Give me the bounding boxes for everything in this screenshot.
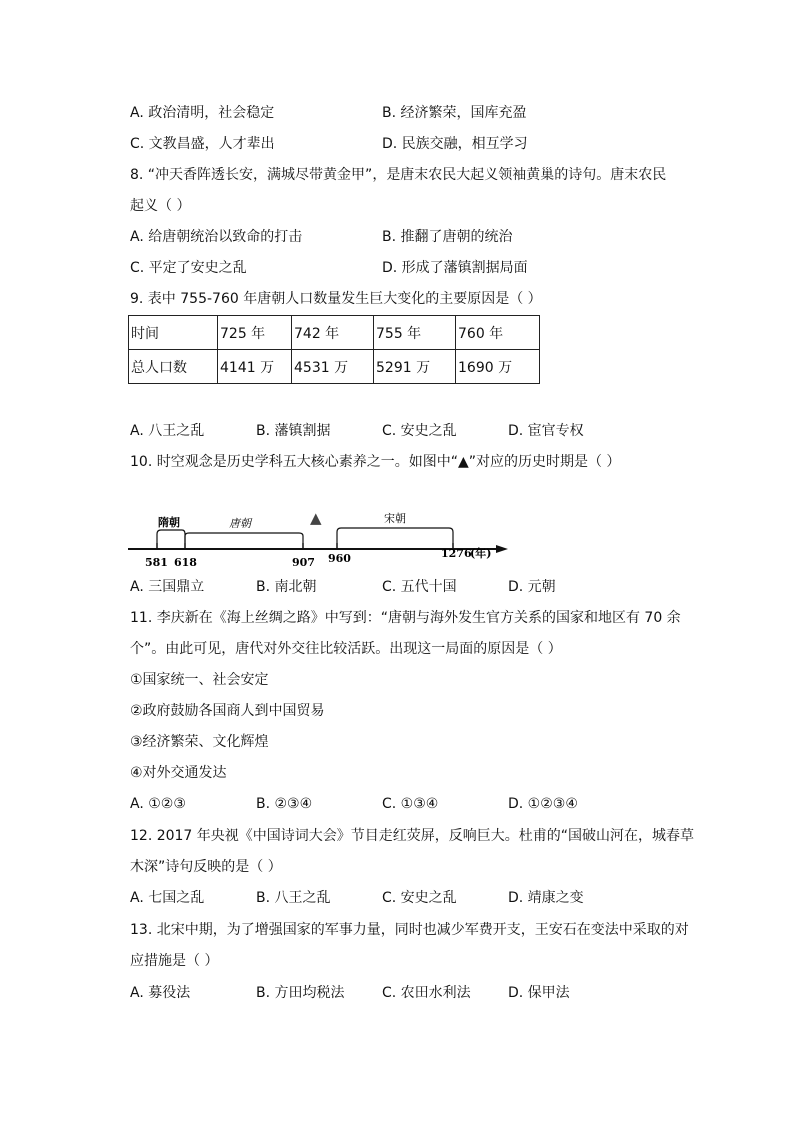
q10-option-b[interactable]: B. 南北朝 <box>256 579 317 595</box>
q12-option-b[interactable]: B. 八王之乱 <box>256 890 331 906</box>
tang-bracket <box>185 533 303 543</box>
year-907: 907 <box>292 556 315 569</box>
q7-option-d[interactable]: D. 民族交融，相互学习 <box>382 136 528 152</box>
table-row <box>129 316 540 350</box>
q9-option-b[interactable]: B. 藩镇割据 <box>256 423 331 439</box>
table-cell: 1690 万 <box>456 350 540 384</box>
q9-option-d[interactable]: D. 宦官专权 <box>508 423 584 439</box>
q9-option-c[interactable]: C. 安史之乱 <box>382 423 457 439</box>
table-cell: 742 年 <box>292 316 374 350</box>
table-cell: 755 年 <box>374 316 456 350</box>
q7-option-a[interactable]: A. 政治清明，社会稳定 <box>130 105 275 121</box>
year-581: 581 <box>145 556 168 569</box>
q10-stem: 10. 时空观念是历史学科五大核心素养之一。如图中“▲”对应的历史时期是（ ） <box>130 454 621 470</box>
q10-option-d[interactable]: D. 元朝 <box>508 579 556 595</box>
table-cell: 时间 <box>129 316 218 350</box>
q12-option-d[interactable]: D. 靖康之变 <box>508 890 584 906</box>
q13-option-b[interactable]: B. 方田均税法 <box>256 985 345 1001</box>
table-cell: 4141 万 <box>218 350 292 384</box>
year-unit: (年) <box>470 547 492 560</box>
q11-item-4: ④对外交通发达 <box>130 765 227 781</box>
q13-stem-line1: 13. 北宋中期，为了增强国家的军事力量，同时也减少军费开支，王安石在变法中采取的对 <box>130 922 689 938</box>
year-1276: 1276 <box>441 547 472 560</box>
q13-option-d[interactable]: D. 保甲法 <box>508 985 570 1001</box>
q12-stem-line2: 木深”诗句反映的是（ ） <box>130 859 282 875</box>
sui-bracket <box>157 530 185 543</box>
q11-stem-line2: 个”。由此可见，唐代对外交往比较活跃。出现这一局面的原因是（ ） <box>130 641 562 657</box>
timeline-arrow-icon <box>496 545 508 553</box>
song-bracket <box>337 528 453 543</box>
population-table <box>128 315 540 384</box>
q11-option-c[interactable]: C. ①③④ <box>382 796 439 812</box>
q8-option-d[interactable]: D. 形成了藩镇割据局面 <box>382 260 528 276</box>
triangle-marker-icon: ▲ <box>310 509 322 527</box>
q8-stem-line1: 8. “冲天香阵透长安，满城尽带黄金甲”，是唐末农民大起义领袖黄巢的诗句。唐末农民 <box>130 167 667 183</box>
q10-option-a[interactable]: A. 三国鼎立 <box>130 579 205 595</box>
q7-option-c[interactable]: C. 文教昌盛，人才辈出 <box>130 136 275 152</box>
q8-option-c[interactable]: C. 平定了安史之乱 <box>130 260 247 276</box>
q8-option-b[interactable]: B. 推翻了唐朝的统治 <box>382 229 513 245</box>
q11-option-a[interactable]: A. ①②③ <box>130 796 186 812</box>
year-618: 618 <box>174 556 197 569</box>
q10-option-c[interactable]: C. 五代十国 <box>382 579 457 595</box>
q12-option-a[interactable]: A. 七国之乱 <box>130 890 205 906</box>
label-sui: 隋朝 <box>158 516 180 529</box>
q11-item-3: ③经济繁荣、文化辉煌 <box>130 734 269 750</box>
q11-item-2: ②政府鼓励各国商人到中国贸易 <box>130 703 325 719</box>
label-song: 宋朝 <box>384 512 406 525</box>
label-tang: 唐朝 <box>229 517 251 530</box>
q13-option-a[interactable]: A. 募役法 <box>130 985 191 1001</box>
table-cell: 760 年 <box>456 316 540 350</box>
q11-option-b[interactable]: B. ②③④ <box>256 796 313 812</box>
q9-stem: 9. 表中 755-760 年唐朝人口数量发生巨大变化的主要原因是（ ） <box>130 291 542 307</box>
table-cell: 总人口数 <box>129 350 218 384</box>
q12-stem-line1: 12. 2017 年央视《中国诗词大会》节目走红荧屏，反响巨大。杜甫的“国破山河在，城春草 <box>130 828 695 844</box>
timeline-diagram <box>126 500 516 572</box>
q11-stem-line1: 11. 李庆新在《海上丝绸之路》中写到：“唐朝与海外发生官方关系的国家和地区有 70 余 <box>130 610 681 626</box>
table-cell: 5291 万 <box>374 350 456 384</box>
year-960: 960 <box>328 552 351 565</box>
q11-item-1: ①国家统一、社会安定 <box>130 672 269 688</box>
table-row <box>129 350 540 384</box>
q8-stem-line2: 起义（ ） <box>130 198 191 214</box>
q11-option-d[interactable]: D. ①②③④ <box>508 796 578 812</box>
q12-option-c[interactable]: C. 安史之乱 <box>382 890 457 906</box>
q13-option-c[interactable]: C. 农田水利法 <box>382 985 471 1001</box>
q9-option-a[interactable]: A. 八王之乱 <box>130 423 205 439</box>
q13-stem-line2: 应措施是（ ） <box>130 953 219 969</box>
q8-option-a[interactable]: A. 给唐朝统治以致命的打击 <box>130 229 303 245</box>
q7-option-b[interactable]: B. 经济繁荣，国库充盈 <box>382 105 527 121</box>
table-cell: 4531 万 <box>292 350 374 384</box>
table-cell: 725 年 <box>218 316 292 350</box>
